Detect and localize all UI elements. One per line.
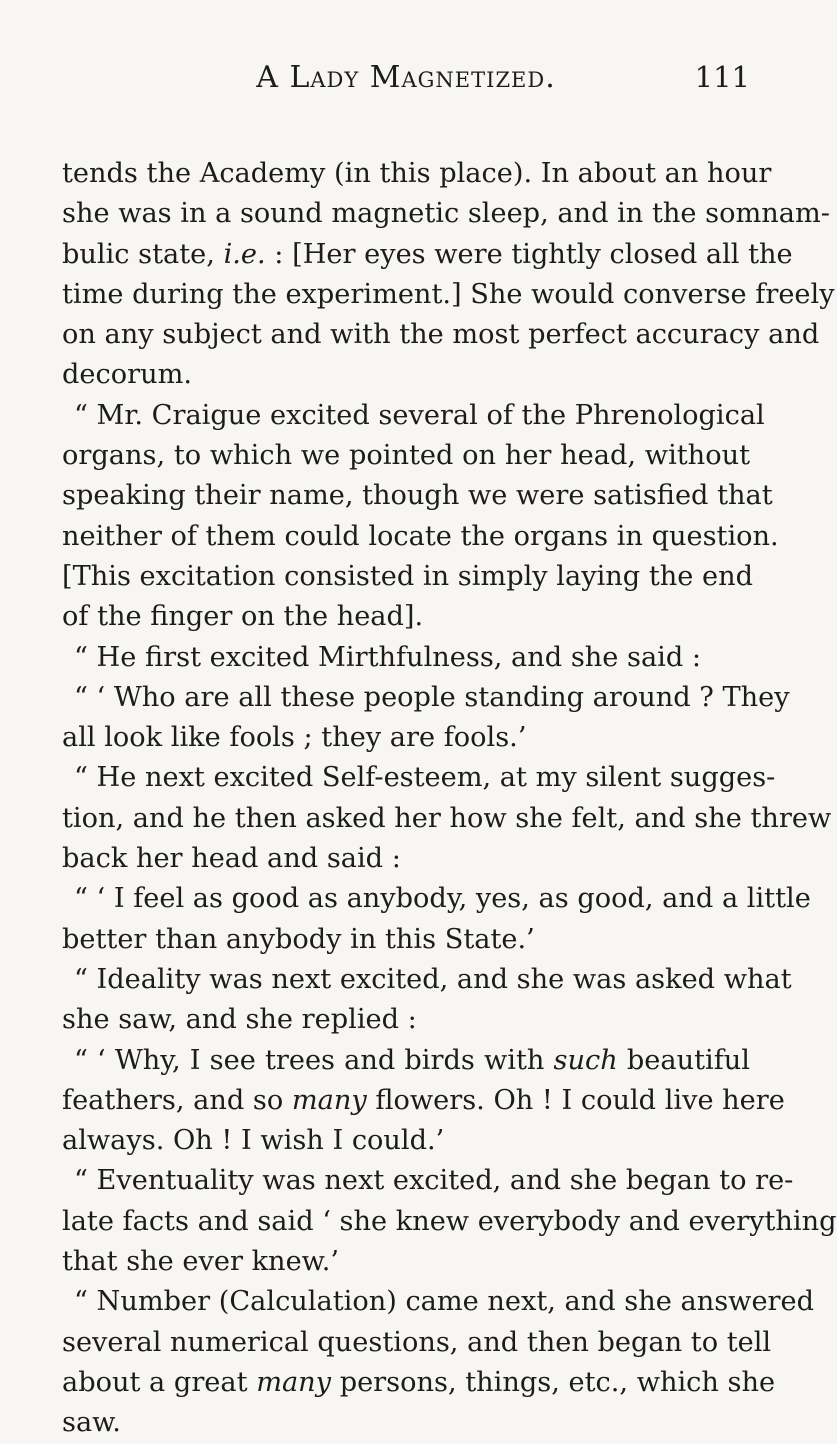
text-line: better than anybody in this State.’	[62, 923, 535, 955]
text-line: neither of them could locate the organs in question.	[62, 520, 779, 552]
text-line: “ ‘ I feel as good as anybody, yes, as good, and a little	[74, 883, 811, 915]
text-line: several numerical questions, and then began to tell	[62, 1326, 772, 1358]
text-line: [This excitation consisted in simply laying the end	[62, 560, 753, 592]
text-line: “ He next excited Self-esteem, at my silent sugges-	[74, 762, 776, 794]
text-line: on any subject and with the most perfect accuracy and	[62, 319, 820, 351]
text-line: late facts and said ‘ she knew everybody and everything	[62, 1205, 837, 1237]
text-line: she was in a sound magnetic sleep, and in the somnam-	[62, 198, 830, 230]
text-line: speaking their name, though we were satisfied that	[62, 480, 773, 512]
body-text	[62, 154, 837, 1444]
text-line: back her head and said :	[62, 843, 401, 875]
text-line: organs, to which we pointed on her head, without	[62, 440, 750, 472]
text-line: “ He first excited Mirthfulness, and she said :	[74, 641, 702, 673]
text-line: she saw, and she replied :	[62, 1004, 417, 1036]
text-line: decorum.	[62, 359, 193, 391]
text-line: always. Oh ! I wish I could.’	[62, 1125, 445, 1157]
running-head	[62, 52, 750, 98]
text-line: feathers, and so many flowers. Oh ! I could live here	[62, 1084, 785, 1116]
text-line: “ ‘ Who are all these people standing around ? They	[74, 681, 790, 713]
text-line: “ Ideality was next excited, and she was asked what	[74, 963, 792, 995]
text-line: that she ever knew.’	[62, 1246, 339, 1278]
text-line: tends the Academy (in this place). In about an hour	[62, 158, 772, 189]
text-line: saw.	[62, 1407, 121, 1439]
running-title: A Lady Magnetized.	[256, 60, 556, 95]
text-line: about a great many persons, things, etc., which she	[62, 1366, 776, 1398]
text-line: “ Eventuality was next excited, and she began to re-	[74, 1165, 794, 1197]
page-number: 111	[694, 60, 750, 94]
text-line: “ Mr. Craigue excited several of the Phrenological	[74, 399, 765, 431]
text-line: time during the experiment.] She would converse freely	[62, 278, 835, 310]
text-line: “ Number (Calculation) came next, and she answered	[74, 1286, 815, 1318]
text-line: all look like fools ; they are fools.’	[62, 722, 527, 754]
text-line: tion, and he then asked her how she felt, and she threw	[62, 802, 832, 834]
text-line: bulic state, i.e. : [Her eyes were tightly closed all the	[62, 238, 793, 270]
text-line: “ ‘ Why, I see trees and birds with such beautiful	[74, 1044, 750, 1076]
text-line: of the finger on the head].	[62, 601, 424, 633]
